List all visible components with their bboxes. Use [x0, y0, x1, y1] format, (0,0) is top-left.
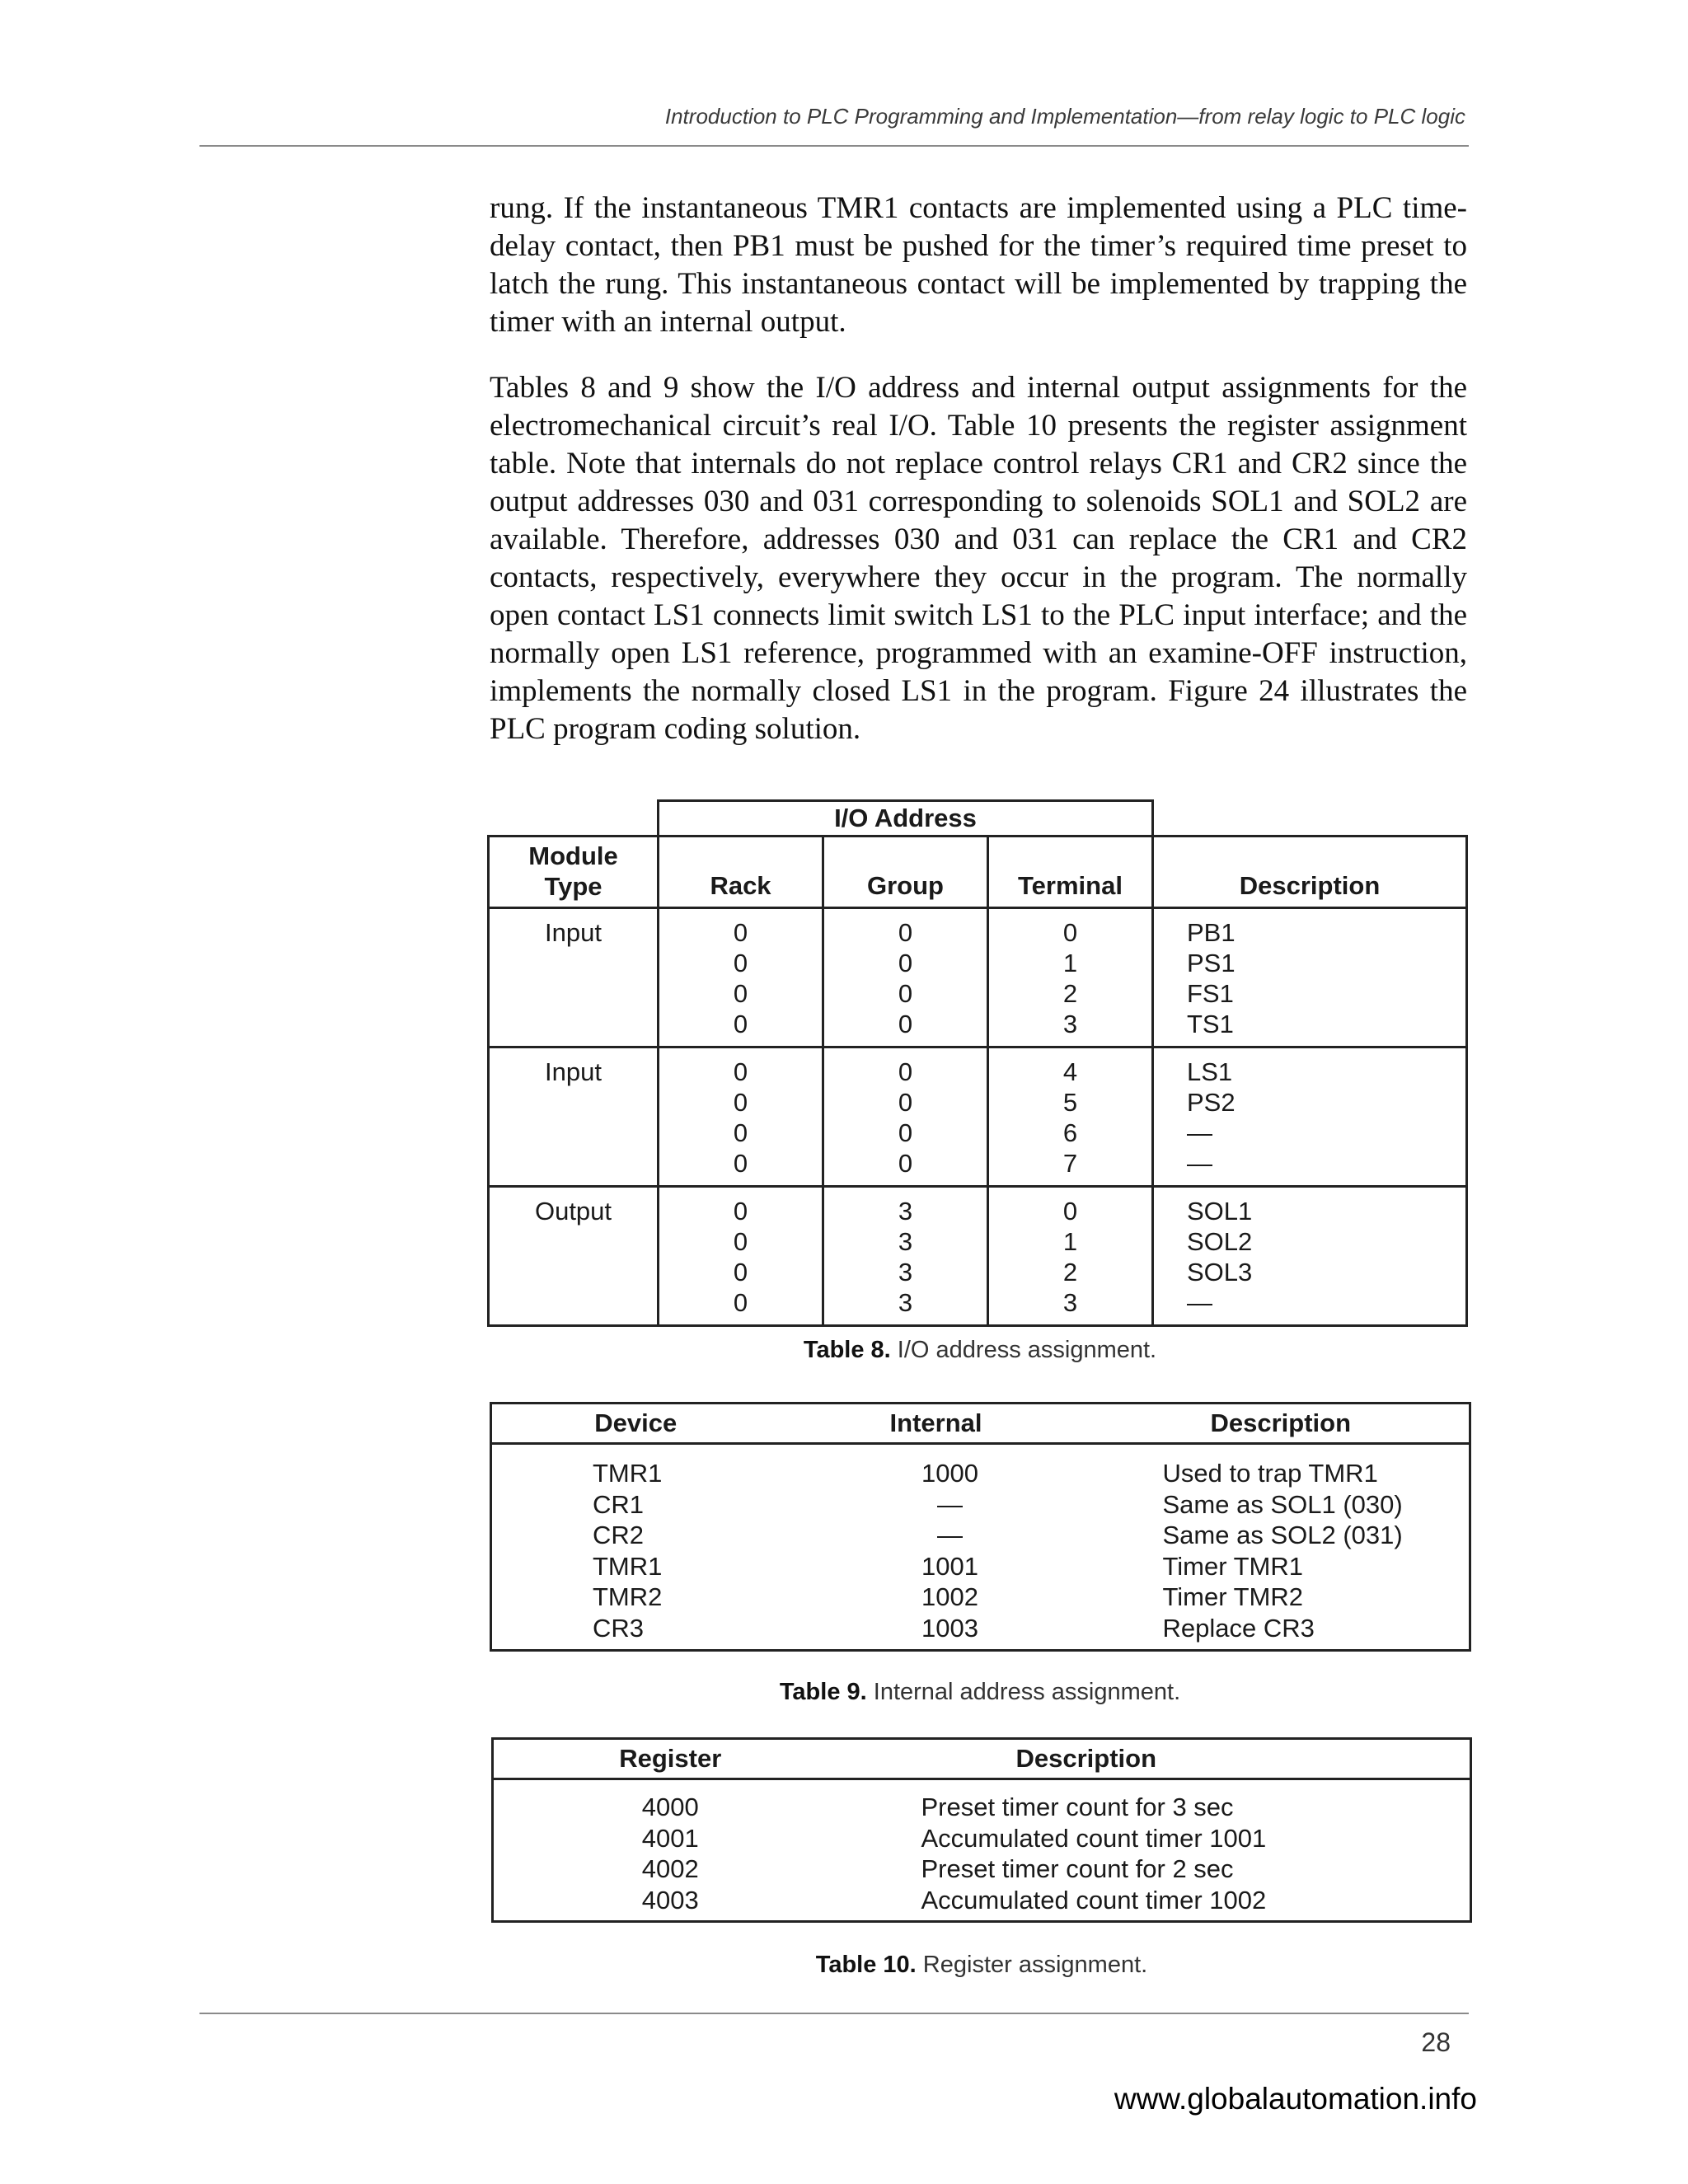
register-table — [491, 1737, 1472, 1923]
rack-cell: 0 0 0 0 — [659, 1047, 823, 1187]
group-cell: 0 0 0 0 — [823, 1047, 988, 1187]
terminal-cell: 0 1 2 3 — [988, 1187, 1153, 1326]
page-number: 28 — [1421, 2027, 1451, 2057]
description-cell: SOL1 SOL2 SOL3 — — [1153, 1187, 1467, 1326]
description-cell: PB1 PS1 FS1 TS1 — [1153, 908, 1467, 1047]
group-cell: 3 3 3 3 — [823, 1187, 988, 1326]
io-address-table — [487, 799, 1468, 1327]
internal-cell: 1000 — — 1001 1002 1003 — [921, 1459, 978, 1643]
description-header: Description — [1153, 837, 1467, 908]
table9-caption: Table 9. Internal address assignment. — [779, 1679, 1181, 1705]
table-row — [491, 1444, 1470, 1651]
table-row-group-output — [489, 1187, 1467, 1326]
module-type-cell: Input — [489, 908, 659, 1047]
footer-divider — [199, 2013, 1469, 2014]
module-type-header: Module Type — [489, 837, 659, 908]
terminal-header: Terminal — [988, 837, 1153, 908]
body-paragraph-1: rung. If the instantaneous TMR1 contacts are implemented using a PLC time-delay contact, then PB1 must be pushed for the timer’s required time preset to latch the rung. This instantaneous contact will be implemented by trapping the timer with an internal output. — [490, 191, 1467, 339]
table10-caption: Table 10. Register assignment. — [815, 1952, 1148, 1978]
register-header: Register — [493, 1739, 847, 1779]
device-cell: TMR1 CR1 CR2 TMR1 TMR2 CR3 — [593, 1459, 663, 1643]
terminal-cell: 0 1 2 3 — [988, 908, 1153, 1047]
table8-caption: Table 8. I/O address assignment. — [803, 1337, 1157, 1363]
table-row-group-input-1 — [489, 908, 1467, 1047]
terminal-cell: 4 5 6 7 — [988, 1047, 1153, 1187]
internal-header: Internal — [780, 1404, 1093, 1444]
group-header: Group — [823, 837, 988, 908]
running-header: Introduction to PLC Programming and Implementation—from relay logic to PLC logic — [664, 104, 1465, 129]
description-header: Description — [847, 1739, 1471, 1779]
description-cell: Preset timer count for 3 sec Accumulated count timer 1001 Preset timer count for 2 sec Accumulated count timer 1002 — [921, 1793, 1267, 1915]
rack-cell: 0 0 0 0 — [659, 908, 823, 1047]
header-divider — [199, 145, 1469, 147]
module-type-cell: Input — [489, 1047, 659, 1187]
body-paragraph-2: Tables 8 and 9 show the I/O address and internal output assignments for the electromechanical circuit’s real I/O. Table 10 presents the register assignment table. Note that internals do not replace control relays CR1 and CR2 since the output addresses 030 and 031 corresponding to solenoids SOL1 and SOL2 are available. Therefore, addresses 030 and 031 can replace the CR1 and CR2 contacts, respectively, everywhere they occur in the program. The normally open contact LS1 connects limit switch LS1 to the PLC input interface; and the normally open LS1 reference, programmed with an examine-OFF instruction, implements the normally closed LS1 in the program. Figure 24 illustrates the PLC program coding solution. — [490, 371, 1467, 746]
module-type-cell: Output — [489, 1187, 659, 1326]
table-row — [493, 1779, 1471, 1922]
device-header: Device — [491, 1404, 780, 1444]
rack-cell: 0 0 0 0 — [659, 1187, 823, 1326]
table-row-group-input-2 — [489, 1047, 1467, 1187]
description-header: Description — [1093, 1404, 1470, 1444]
description-cell: Used to trap TMR1 Same as SOL1 (030) Same as SOL2 (031) Timer TMR1 Timer TMR2 Replace CR3 — [1162, 1459, 1403, 1643]
io-address-group-header: I/O Address — [659, 801, 1153, 837]
description-cell: LS1 PS2 — — — [1153, 1047, 1467, 1187]
register-cell: 4000 4001 4002 4003 — [641, 1793, 699, 1915]
website-footer: www.globalautomation.info — [1114, 2082, 1477, 2116]
internal-address-table — [490, 1402, 1471, 1652]
group-cell: 0 0 0 0 — [823, 908, 988, 1047]
rack-header: Rack — [659, 837, 823, 908]
